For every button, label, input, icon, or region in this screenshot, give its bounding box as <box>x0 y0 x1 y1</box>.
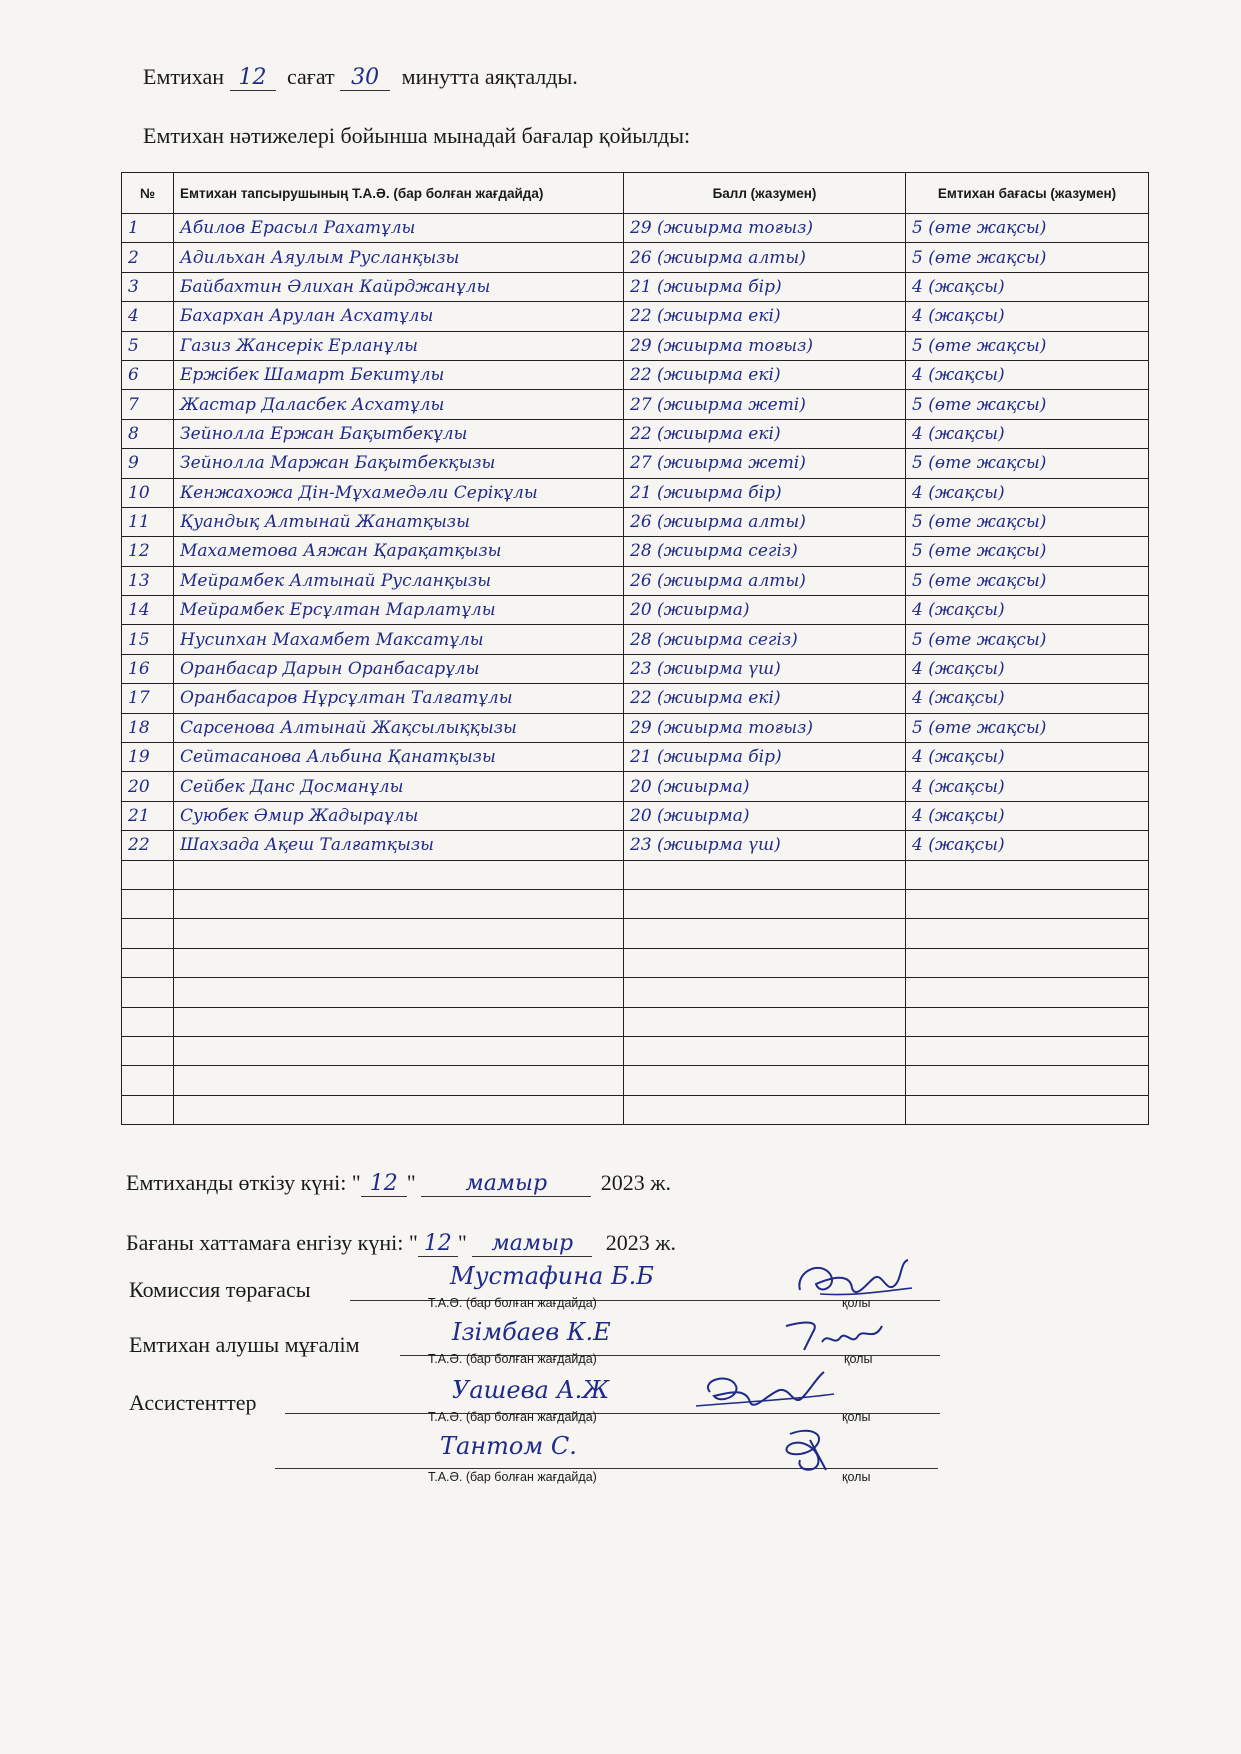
row-number: 5 <box>122 331 174 360</box>
table-row <box>122 978 1149 1007</box>
row-number <box>122 889 174 918</box>
score-text: 23 (жиырма үш) <box>624 831 906 860</box>
grade-text <box>906 1095 1149 1124</box>
score-text <box>624 919 906 948</box>
table-row <box>122 948 1149 977</box>
row-number: 10 <box>122 478 174 507</box>
row-number: 14 <box>122 596 174 625</box>
row-number: 16 <box>122 654 174 683</box>
row-number: 7 <box>122 390 174 419</box>
student-name: Сарсенова Алтынай Жақсылыққызы <box>174 713 624 742</box>
entry-date-year: 2023 ж. <box>605 1230 676 1255</box>
table-row <box>122 831 1149 860</box>
student-name: Суюбек Әмир Жадыраұлы <box>174 801 624 830</box>
grades-table <box>121 172 1149 1125</box>
row-number: 17 <box>122 684 174 713</box>
student-name: Газиз Жансерік Ерланұлы <box>174 331 624 360</box>
assistant2-name: Тантом С. <box>440 1432 577 1460</box>
table-row <box>122 507 1149 536</box>
row-number <box>122 1036 174 1065</box>
exam-end-prefix: Емтихан <box>143 64 224 89</box>
score-text: 28 (жиырма сегіз) <box>624 537 906 566</box>
row-number: 12 <box>122 537 174 566</box>
student-name: Бахархан Арулан Асхатұлы <box>174 302 624 331</box>
score-text: 21 (жиырма бір) <box>624 478 906 507</box>
col-header-grade: Емтихан бағасы (жазумен) <box>906 173 1149 214</box>
table-row <box>122 919 1149 948</box>
score-text <box>624 978 906 1007</box>
score-text <box>624 1095 906 1124</box>
row-number: 21 <box>122 801 174 830</box>
table-header-row <box>122 173 1149 214</box>
assistant2-signature <box>760 1420 850 1476</box>
student-name: Кенжахожа Дін-Мұхамедәли Серікұлы <box>174 478 624 507</box>
entry-date-day: 12 <box>418 1232 458 1257</box>
assistant2-name-line <box>275 1468 780 1469</box>
score-text: 27 (жиырма жеті) <box>624 449 906 478</box>
entry-date-label: Бағаны хаттамаға енгізу күні: " <box>126 1230 418 1255</box>
grade-text: 5 (өте жақсы) <box>906 390 1149 419</box>
table-row <box>122 772 1149 801</box>
student-name <box>174 919 624 948</box>
grade-text: 5 (өте жақсы) <box>906 566 1149 595</box>
row-number: 8 <box>122 419 174 448</box>
score-text <box>624 889 906 918</box>
assistants-label: Ассистенттер <box>129 1390 257 1415</box>
grade-text: 4 (жақсы) <box>906 596 1149 625</box>
score-text: 22 (жиырма екі) <box>624 419 906 448</box>
row-number <box>122 860 174 889</box>
table-row <box>122 478 1149 507</box>
student-name: Мейрамбек Алтынай Русланқызы <box>174 566 624 595</box>
score-text: 22 (жиырма екі) <box>624 360 906 389</box>
table-row <box>122 419 1149 448</box>
score-text: 26 (жиырма алты) <box>624 243 906 272</box>
student-name: Сейбек Данс Досманұлы <box>174 772 624 801</box>
grade-text <box>906 948 1149 977</box>
grade-text: 5 (өте жақсы) <box>906 713 1149 742</box>
teacher-name: Ізімбаев К.Е <box>452 1318 611 1346</box>
score-text <box>624 1036 906 1065</box>
table-row <box>122 302 1149 331</box>
score-text <box>624 860 906 889</box>
student-name: Байбахтин Әлихан Кайрджанұлы <box>174 272 624 301</box>
grade-text: 4 (жақсы) <box>906 654 1149 683</box>
exam-end-suffix: минутта аяқталды. <box>401 64 578 89</box>
grade-text <box>906 1007 1149 1036</box>
entry-date-month: мамыр <box>472 1232 592 1257</box>
student-name: Мейрамбек Ерсұлтан Марлатұлы <box>174 596 624 625</box>
exam-date-month: мамыр <box>421 1172 591 1197</box>
student-name <box>174 1007 624 1036</box>
col-header-score: Балл (жазумен) <box>624 173 906 214</box>
grade-text <box>906 978 1149 1007</box>
table-row <box>122 596 1149 625</box>
exam-date-line <box>126 1170 671 1197</box>
student-name: Зейнолла Ержан Бақытбекұлы <box>174 419 624 448</box>
row-number: 2 <box>122 243 174 272</box>
student-name: Абилов Ерасыл Рахатұлы <box>174 214 624 243</box>
row-number: 6 <box>122 360 174 389</box>
table-row <box>122 889 1149 918</box>
exam-date-year: 2023 ж. <box>600 1170 671 1195</box>
grade-text: 4 (жақсы) <box>906 743 1149 772</box>
row-number: 15 <box>122 625 174 654</box>
grade-text: 5 (өте жақсы) <box>906 507 1149 536</box>
score-text <box>624 948 906 977</box>
student-name: Ержібек Шамарт Бекитұлы <box>174 360 624 389</box>
table-row <box>122 1036 1149 1065</box>
grade-text: 5 (өте жақсы) <box>906 625 1149 654</box>
row-number: 3 <box>122 272 174 301</box>
row-number <box>122 919 174 948</box>
teacher-label: Емтихан алушы мұғалім <box>129 1332 360 1357</box>
row-number: 22 <box>122 831 174 860</box>
grade-text: 4 (жақсы) <box>906 272 1149 301</box>
student-name: Махаметова Аяжан Қарақатқызы <box>174 537 624 566</box>
student-name: Нусипхан Махамбет Максатұлы <box>174 625 624 654</box>
row-number: 4 <box>122 302 174 331</box>
student-name: Адильхан Аяулым Русланқызы <box>174 243 624 272</box>
table-row <box>122 684 1149 713</box>
grade-text: 4 (жақсы) <box>906 478 1149 507</box>
row-number: 9 <box>122 449 174 478</box>
grade-text <box>906 889 1149 918</box>
student-name: Оранбасаров Нұрсұлтан Талғатұлы <box>174 684 624 713</box>
row-number: 13 <box>122 566 174 595</box>
score-text <box>624 1007 906 1036</box>
exam-end-hour: 12 <box>230 66 276 91</box>
assistant1-sign-caption: қолы <box>842 1410 871 1424</box>
entry-date-line <box>126 1230 676 1257</box>
grade-text: 5 (өте жақсы) <box>906 214 1149 243</box>
score-text: 22 (жиырма екі) <box>624 684 906 713</box>
score-text: 29 (жиырма тоғыз) <box>624 713 906 742</box>
student-name <box>174 889 624 918</box>
table-row <box>122 243 1149 272</box>
teacher-name-caption: Т.А.Ә. (бар болған жағдайда) <box>428 1352 597 1366</box>
row-number <box>122 1095 174 1124</box>
student-name <box>174 978 624 1007</box>
assistant2-sign-caption: қолы <box>842 1470 871 1484</box>
chair-name-caption: Т.А.Ә. (бар болған жағдайда) <box>428 1296 597 1310</box>
row-number: 18 <box>122 713 174 742</box>
col-header-number: № <box>122 173 174 214</box>
grade-text <box>906 1036 1149 1065</box>
grade-text: 5 (өте жақсы) <box>906 537 1149 566</box>
exam-date-quote: " <box>406 1170 416 1195</box>
student-name <box>174 1095 624 1124</box>
score-text: 21 (жиырма бір) <box>624 272 906 301</box>
student-name: Оранбасар Дарын Оранбасарұлы <box>174 654 624 683</box>
grade-text: 4 (жақсы) <box>906 831 1149 860</box>
table-row <box>122 272 1149 301</box>
score-text: 20 (жиырма) <box>624 801 906 830</box>
student-name <box>174 860 624 889</box>
grade-text: 4 (жақсы) <box>906 360 1149 389</box>
exam-end-line <box>143 64 578 91</box>
table-row <box>122 537 1149 566</box>
student-name: Сейтасанова Альбина Қанатқызы <box>174 743 624 772</box>
score-text: 26 (жиырма алты) <box>624 566 906 595</box>
chair-signature <box>790 1252 920 1304</box>
exam-date-day: 12 <box>361 1172 407 1197</box>
table-row <box>122 566 1149 595</box>
table-row <box>122 860 1149 889</box>
grade-text: 4 (жақсы) <box>906 419 1149 448</box>
score-text: 20 (жиырма) <box>624 772 906 801</box>
table-row <box>122 713 1149 742</box>
student-name <box>174 1036 624 1065</box>
chair-label: Комиссия төрағасы <box>129 1277 311 1302</box>
col-header-name: Емтихан тапсырушының Т.А.Ә. (бар болған жағдайда) <box>174 173 624 214</box>
teacher-sign-caption: қолы <box>844 1352 873 1366</box>
entry-date-quote: " <box>457 1230 467 1255</box>
score-text: 20 (жиырма) <box>624 596 906 625</box>
student-name <box>174 948 624 977</box>
row-number: 20 <box>122 772 174 801</box>
table-row <box>122 1095 1149 1124</box>
student-name: Шахзада Ақеш Талғатқызы <box>174 831 624 860</box>
row-number: 19 <box>122 743 174 772</box>
chair-sign-caption: қолы <box>842 1296 871 1310</box>
grade-text: 5 (өте жақсы) <box>906 243 1149 272</box>
assistant1-name: Уашева А.Ж <box>452 1376 610 1404</box>
row-number <box>122 1066 174 1095</box>
assistant2-name-caption: Т.А.Ә. (бар болған жағдайда) <box>428 1470 597 1484</box>
score-text: 21 (жиырма бір) <box>624 743 906 772</box>
grade-text: 4 (жақсы) <box>906 302 1149 331</box>
score-text: 26 (жиырма алты) <box>624 507 906 536</box>
student-name: Қуандық Алтынай Жанатқызы <box>174 507 624 536</box>
grade-text: 5 (өте жақсы) <box>906 331 1149 360</box>
student-name: Зейнолла Маржан Бақытбекқызы <box>174 449 624 478</box>
teacher-signature <box>778 1312 898 1358</box>
grade-text: 4 (жақсы) <box>906 801 1149 830</box>
score-text: 22 (жиырма екі) <box>624 302 906 331</box>
table-row <box>122 214 1149 243</box>
table-row <box>122 1066 1149 1095</box>
row-number: 11 <box>122 507 174 536</box>
assistant1-name-caption: Т.А.Ә. (бар болған жағдайда) <box>428 1410 597 1424</box>
table-row <box>122 743 1149 772</box>
exam-date-label: Емтиханды өткізу күні: " <box>126 1170 361 1195</box>
table-row <box>122 449 1149 478</box>
score-text: 27 (жиырма жеті) <box>624 390 906 419</box>
student-name <box>174 1066 624 1095</box>
row-number <box>122 948 174 977</box>
table-row <box>122 1007 1149 1036</box>
table-row <box>122 654 1149 683</box>
row-number <box>122 1007 174 1036</box>
grade-text <box>906 1066 1149 1095</box>
row-number: 1 <box>122 214 174 243</box>
grade-text <box>906 860 1149 889</box>
chair-name: Мустафина Б.Б <box>450 1262 654 1290</box>
grade-text <box>906 919 1149 948</box>
grade-text: 4 (жақсы) <box>906 772 1149 801</box>
table-row <box>122 390 1149 419</box>
student-name: Жастар Даласбек Асхатұлы <box>174 390 624 419</box>
table-row <box>122 360 1149 389</box>
grade-text: 5 (өте жақсы) <box>906 449 1149 478</box>
score-text <box>624 1066 906 1095</box>
score-text: 29 (жиырма тоғыз) <box>624 331 906 360</box>
results-intro: Емтихан нәтижелері бойынша мынадай бағалар қойылды: <box>143 123 691 148</box>
table-row <box>122 331 1149 360</box>
table-row <box>122 625 1149 654</box>
exam-end-minute: 30 <box>340 66 390 91</box>
score-text: 29 (жиырма тоғыз) <box>624 214 906 243</box>
row-number <box>122 978 174 1007</box>
exam-end-hour-label: сағат <box>287 64 335 89</box>
grade-text: 4 (жақсы) <box>906 684 1149 713</box>
grades-table-body <box>122 214 1149 1125</box>
score-text: 28 (жиырма сегіз) <box>624 625 906 654</box>
score-text: 23 (жиырма үш) <box>624 654 906 683</box>
table-row <box>122 801 1149 830</box>
assistant1-signature <box>690 1362 840 1422</box>
